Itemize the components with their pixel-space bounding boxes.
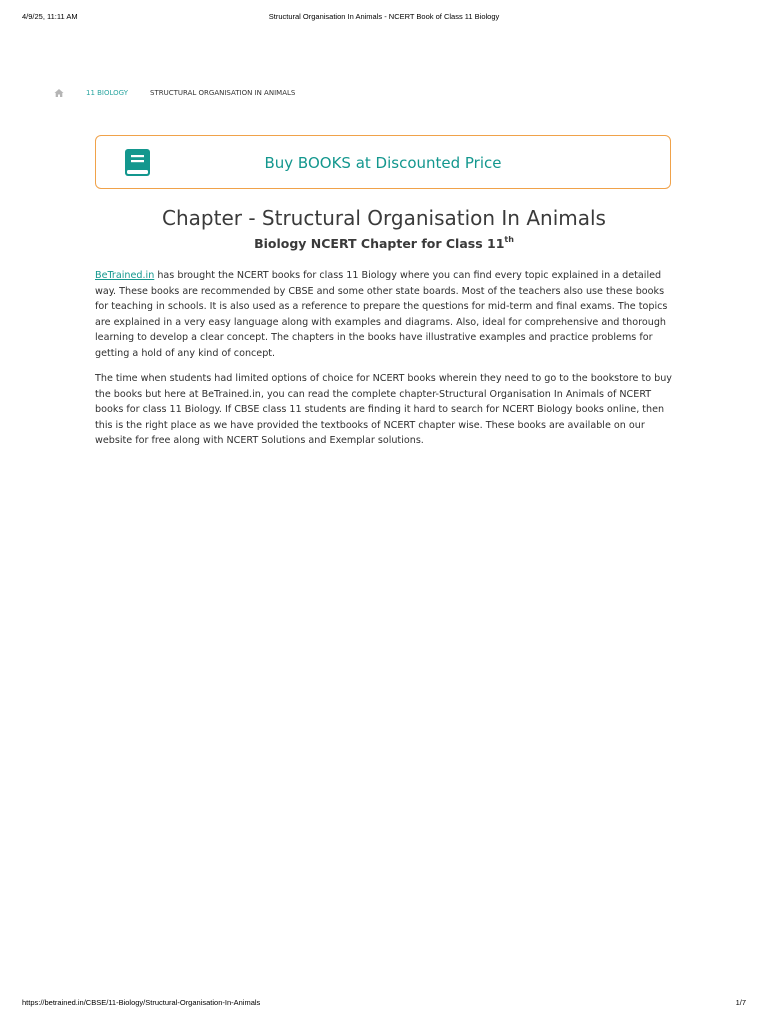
intro-paragraph-1-text: has brought the NCERT books for class 11 Biology where you can find every topic explained in a detailed way. These books are recommended by CBSE and some other state boards. Most of the teachers also use these books for teaching in schools. It is also used as a reference to prepare the questions for mid-term and final exams. The topics are explained in a very easy language along with examples and diagrams. Also, ideal for comprehensive and thorough learning to develop a clear concept. The chapters in the books have illustrative examples and practice problems for getting a hold of any kind of concept. [95, 270, 668, 359]
buy-books-text[interactable]: Buy BOOKS at Discounted Price [264, 154, 502, 172]
intro-paragraph-2: The time when students had limited options of choice for NCERT books wherein they need to go to the bookstore to buy the books but here at BeTrained.in, you can read the complete chapter-Structural Organisation In Animals of NCERT books for class 11 Biology. If CBSE class 11 students are finding it hard to search for NCERT Biology books online, then this is the right place as we have provided the textbooks of NCERT chapter wise. These books are available on our website for free along with NCERT Solutions and Exemplar solutions. [95, 373, 672, 446]
breadcrumb [54, 87, 295, 99]
betrained-link[interactable]: BeTrained.in [95, 270, 155, 281]
print-footer [22, 998, 746, 1010]
print-url: https://betrained.in/CBSE/11-Biology/Structural-Organisation-In-Animals [22, 998, 261, 1007]
print-page-number: 1/7 [735, 998, 746, 1007]
print-page-title: Structural Organisation In Animals - NCERT Book of Class 11 Biology [268, 12, 500, 21]
chapter-title: Chapter - Structural Organisation In Animals [162, 206, 606, 230]
intro-paragraph-1 [95, 268, 675, 361]
home-icon[interactable] [54, 88, 64, 98]
print-date: 4/9/25, 11:11 AM [22, 12, 78, 21]
breadcrumb-link-biology[interactable]: 11 BIOLOGY [86, 89, 129, 97]
buy-books-banner[interactable] [95, 135, 671, 189]
chapter-subtitle-text: Biology NCERT Chapter for Class 11 [254, 236, 505, 252]
print-header [22, 12, 746, 24]
chapter-subtitle [0, 236, 768, 251]
chapter-subtitle-sup: th [504, 235, 514, 244]
chapter-intro [95, 268, 675, 459]
breadcrumb-current: STRUCTURAL ORGANISATION IN ANIMALS [150, 89, 296, 97]
